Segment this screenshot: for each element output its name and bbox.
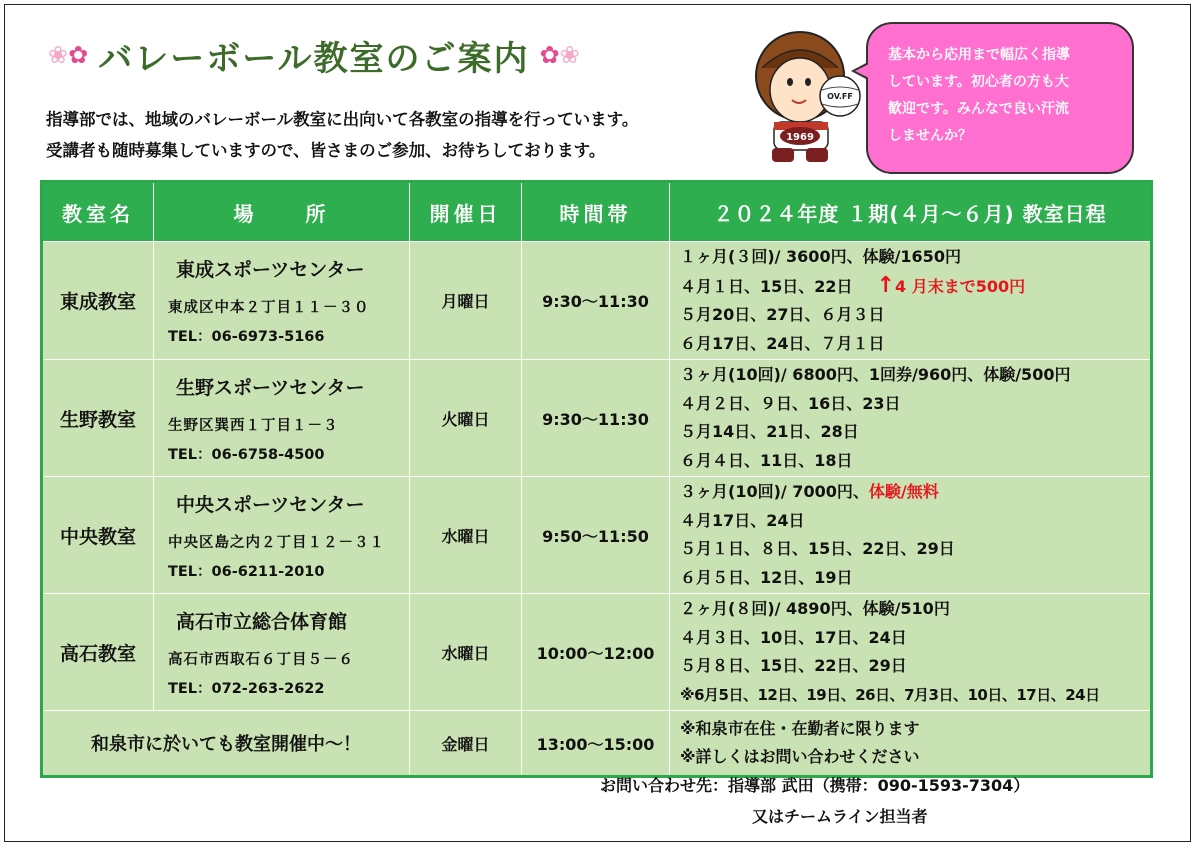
sakura-icon: ❀ — [559, 41, 580, 69]
classroom-name: 生野教室 — [42, 360, 154, 477]
contact-line: お問い合わせ先：指導部 武田（携帯：090-1593-7304） — [600, 776, 1030, 795]
time-cell: 9:50～11:50 — [522, 477, 670, 594]
intro-line: 指導部では、地域のバレーボール教室に出向いて各教室の指導を行っています。 — [46, 110, 639, 129]
intro-text — [46, 104, 638, 166]
schedule-line: ４月17日、24日 — [680, 510, 805, 530]
schedule-line: １ヶ月(３回)/ 3600円、体験/1650円 — [680, 247, 961, 266]
free-trial-note: 体験/無料 — [868, 482, 939, 501]
page-title — [48, 30, 580, 80]
venue-address: 生野区巽西１丁目１－３ — [168, 417, 339, 434]
header-schedule: ２０２４年度 １期(４月～６月) 教室日程 — [670, 182, 1152, 242]
table-row — [42, 594, 1152, 711]
venue-name: 高石市立総合体育館 — [176, 610, 348, 633]
time-cell: 9:30～11:30 — [522, 360, 670, 477]
venue-address: 東成区中本２丁目１１－３０ — [168, 300, 370, 316]
classroom-name: 中央教室 — [42, 477, 154, 594]
day-cell: 水曜日 — [410, 477, 522, 594]
table-row — [42, 360, 1152, 477]
schedule-cell — [670, 594, 1152, 711]
schedule-line: ５月20日、27日、６月３日 — [680, 305, 885, 324]
bubble-line: しています。初心者の方も大 — [888, 74, 1069, 90]
venue-tel: TEL：06-6758-4500 — [168, 446, 325, 463]
header-time: 時間帯 — [522, 182, 670, 242]
time-cell: 13:00～15:00 — [522, 711, 670, 777]
day-cell: 水曜日 — [410, 594, 522, 711]
bubble-line: 歓迎です。みんなで良い汗流 — [888, 101, 1069, 117]
izumi-note: 和泉市に於いても教室開催中～！ — [42, 711, 410, 777]
venue-address: 中央区島之内２丁目１２－３１ — [168, 534, 385, 551]
time-cell: 10:00～12:00 — [522, 594, 670, 711]
schedule-line: ※6月5日、12日、19日、26日、7月3日、10日、17日、24日 — [680, 685, 1100, 704]
venue-tel: TEL：072-263-2622 — [168, 680, 325, 697]
intro-line: 受講者も随時募集していますので、皆さまのご参加、お待ちしております。 — [46, 141, 606, 160]
table-row — [42, 242, 1152, 360]
schedule-line: ６月17日、24日、７月１日 — [680, 333, 885, 353]
day-cell: 火曜日 — [410, 360, 522, 477]
schedule-line: ※詳しくはお問い合わせください — [680, 747, 920, 766]
arrow-up-icon: ↑ — [876, 272, 895, 298]
speech-bubble — [866, 22, 1134, 174]
schedule-line — [680, 272, 1149, 302]
schedule-price: ３ヶ月(10回)/ 7000円、 — [680, 482, 869, 501]
contact-line: 又はチームライン担当者 — [752, 807, 928, 826]
bubble-line: しませんか？ — [888, 128, 972, 144]
schedule-line: ５月１日、８日、15日、22日、29日 — [680, 539, 955, 558]
schedule-line: ４月３日、10日、17日、24日 — [680, 627, 907, 647]
schedule-line: ６月５日、12日、19日 — [680, 567, 853, 587]
table-row — [42, 711, 1152, 777]
day-cell: 月曜日 — [410, 242, 522, 360]
classroom-name: 高石教室 — [42, 594, 154, 711]
schedule-cell — [670, 477, 1152, 594]
classroom-name: 東成教室 — [42, 242, 154, 360]
schedule-line: ５月14日、21日、28日 — [680, 422, 859, 441]
schedule-table — [40, 180, 1153, 778]
bubble-line: 基本から応用まで幅広く指導 — [888, 47, 1070, 63]
schedule-line: ３ヶ月(10回)/ 6800円、1回券/960円、体験/500円 — [680, 365, 1071, 384]
schedule-cell — [670, 360, 1152, 477]
title-text: バレーボール教室のご案内 — [98, 38, 530, 79]
venue-cell — [154, 242, 410, 360]
header-venue: 場 所 — [154, 182, 410, 242]
schedule-line: ４月２日、９日、16日、23日 — [680, 393, 901, 413]
mascot-ball-text: OV.FF — [827, 92, 853, 101]
schedule-line — [680, 478, 1149, 507]
mascot-icon — [748, 24, 864, 164]
schedule-line: ５月８日、15日、22日、29日 — [680, 656, 907, 675]
venue-name: 中央スポーツセンター — [176, 493, 365, 516]
schedule-cell — [670, 711, 1152, 777]
header-classroom: 教室名 — [42, 182, 154, 242]
sakura-icon: ✿ — [539, 41, 560, 69]
venue-tel: TEL：06-6211-2010 — [168, 563, 325, 580]
schedule-line: ２ヶ月(８回)/ 4890円、体験/510円 — [680, 599, 950, 618]
day-cell: 金曜日 — [410, 711, 522, 777]
discount-note: 4 月末まで500円 — [894, 276, 1026, 296]
schedule-cell — [670, 242, 1152, 360]
venue-cell — [154, 594, 410, 711]
header-day: 開催日 — [410, 182, 522, 242]
contact-info — [600, 770, 1029, 832]
time-cell: 9:30～11:30 — [522, 242, 670, 360]
table-row — [42, 477, 1152, 594]
schedule-dates: ４月１日、15日、22日 — [680, 276, 853, 296]
mascot-badge: 1969 — [786, 132, 814, 143]
venue-name: 生野スポーツセンター — [176, 376, 365, 399]
venue-address: 高石市西取石６丁目５－６ — [168, 651, 354, 668]
venue-name: 東成スポーツセンター — [176, 259, 365, 281]
venue-tel: TEL：06-6973-5166 — [168, 329, 325, 345]
sakura-icon: ✿ — [68, 41, 89, 69]
venue-cell — [154, 360, 410, 477]
table-header-row — [42, 182, 1152, 242]
sakura-icon: ❀ — [48, 41, 69, 69]
schedule-line: ６月４日、11日、18日 — [680, 450, 853, 470]
venue-cell — [154, 477, 410, 594]
schedule-line: ※和泉市在住・在勤者に限ります — [680, 718, 920, 738]
